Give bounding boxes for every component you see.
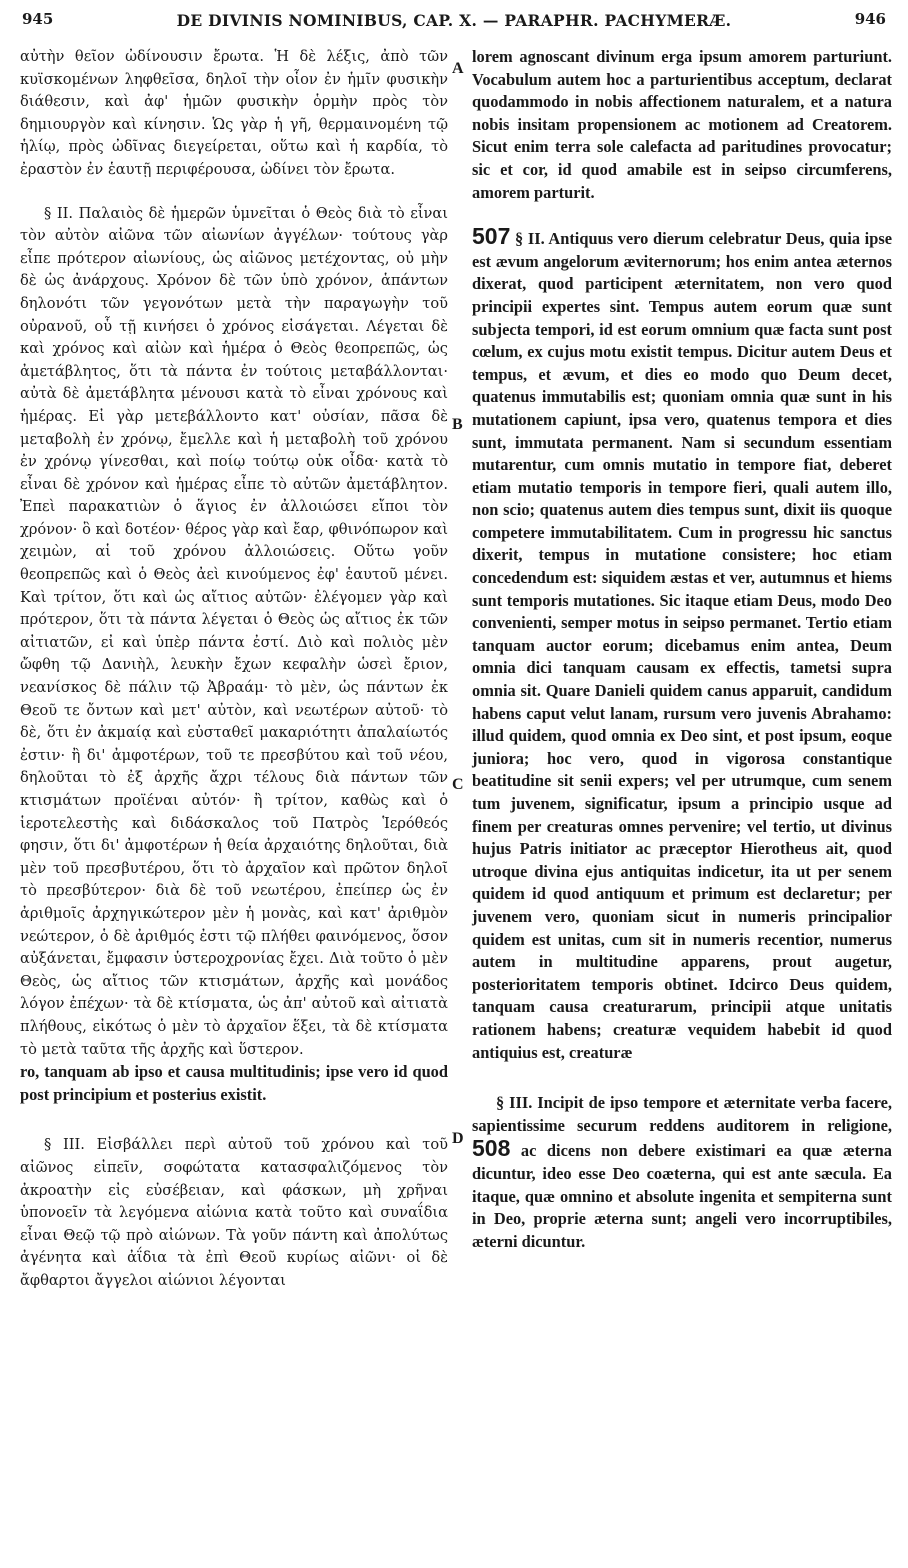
margin-letter-b: B: [452, 416, 463, 433]
greek-column-latin-tail: ro, tanquam ab ipso et causa multitudinis; ipse vero id quod post principium et posterius existit.: [20, 1062, 448, 1104]
latin-section-3-text-b: ac dicens non debere existimari ea quæ æterna dicuntur, ideo esse Deo coæterna, qui est ante sæcula. Ea itaque, quæ omnino et absolute ingenita et sempiterna sunt in Deo, proprie æterna sunt; angeli vero incorruptibiles, æterni dicuntur.: [472, 1141, 892, 1251]
page-number-right: 946: [854, 10, 886, 28]
running-title: DE DIVINIS NOMINIBUS, CAP. X. — PARAPHR. PACHYMERÆ.: [176, 11, 732, 30]
page-number-left: 945: [22, 10, 54, 28]
greek-column: [20, 46, 448, 1292]
margin-letter-c: C: [452, 776, 464, 793]
greek-paragraph-section-3: § III. Εἰσβάλλει περὶ αὐτοῦ τοῦ χρόνου καὶ τοῦ αἰῶνος εἰπεῖν, σοφώτατα κατασφαλιζόμενος τὸν ἀκροατὴν εἰς εὐσέβειαν, καὶ φάσκων, μὴ χρῆναι ὑπονοεῖν τὰ λεγόμενα αἰώνια κατὰ τοῦτο καὶ συναΐδια εἶναι Θεῷ τῷ πρὸ αἰώνων. Τὰ γοῦν πάντη καὶ ἀπολύτως ἀγένητα καὶ ἀΐδια τὰ ἐπὶ Θεοῦ κυρίως αἰῶνι· οἱ δὲ ἄφθαρτοι ἄγγελοι αἰώνιοι λέγονται: [20, 1136, 448, 1289]
latin-paragraph-section-3: [472, 1092, 892, 1253]
page-header: [18, 10, 890, 40]
greek-paragraph-section-2: § II. Παλαιὸς δὲ ἡμερῶν ὑμνεῖται ὁ Θεὸς διὰ τὸ εἶναι τὸν αὐτὸν αἰῶνα τῶν αἰωνίων ἀγγέλων· τούτους γὰρ εἶπε πρότερον αἰωνίους, ὡς αἰῶνος μετέχοντας, οὐ μὴν δὲ ὡς ἀνάρχους. Χρόνον δὲ τῶν ὑπὸ χρόνον, ἁπάντων δηλονότι τῶν γεγονότων μετὰ τὴν παραγωγὴν τοῦ οὐρανοῦ, οὗ τῇ κινήσει ὁ χρόνος εἰσάγεται. Λέγεται δὲ καὶ χρόνος καὶ αἰὼν καὶ ἡμέρα ὁ Θεὸς θεοπρεπῶς, ὡς ἀμετάβλητος, ὅτι τὰ πάντα ἐν τούτοις μεταβάλλονται· αὐτὰ δὲ ἀμετάβλητα μένουσι κατὰ τὸ εἶναι χρόνους καὶ ἡμέρας. Εἰ γὰρ μετεβάλλοντο κατ' οὐσίαν, πᾶσα δὲ μεταβολὴ ἐν χρόνῳ, ἔμελλε καὶ ἡ μεταβολὴ τοῦ χρόνου ἐν χρόνῳ γίνεσθαι, καὶ ποίῳ τούτῳ οὐκ οἶδα· κατὰ τὸ εἶναι δὲ χρόνον καὶ ἡμέρας εἶπε τὸ αὐτῶν ἀμετάβλητον. Ἐπεὶ παρακατιὼν ὁ ἅγιος ἐν ἀλλοιώσει εἴποι τὸν χρόνον· ὃ καὶ δοτέον· θέρος γὰρ καὶ ἔαρ, φθινόπωρον καὶ χειμὼν, αἱ τοῦ χρόνου ἀλλοιώσεις. Οὕτω γοῦν θεοπρεπῶς καὶ ὁ Θεὸς ἀεὶ κινούμενος ἐφ' ἑαυτοῦ μένει. Καὶ τρίτον, ὅτι καὶ ὡς αἴτιος αὐτῶν· ἐλέγομεν γὰρ καὶ πρότερον, ὅτι τὰ πάντα λέγεται ὁ Θεὸς ὡς αἴτιος ἐκ τῶν αἰτιατῶν, εἰ καὶ ὑπὲρ πάντα ἐστί. Διὸ καὶ πολιὸς μὲν ὤφθη τῷ Δανιὴλ, λευκὴν ἔχων κεφαλὴν ὡσεὶ ἔριον, νεανίσκος δὲ πάλιν τῷ Ἀβραάμ· τὸ μὲν, ὡς πάντων ἐκ Θεοῦ τε ὄντων καὶ μετ' αὐτὸν, καὶ νεωτέρων αὐτοῦ· τὸ δὲ, ὅτι ἐν ἀκμαίᾳ καὶ εὐσταθεῖ μακαριότητι ἀπαλαίωτός ἐστιν· ἢ δι' ἀμφοτέρων, τοῦ τε πρεσβύτου καὶ τοῦ νέου, δηλοῦται τὸ ἐξ ἀρχῆς ἄχρι τέλους διὰ πάντων τῶν κτισμάτων προϊέναι αὐτόν· ἢ τρίτον, καθὼς καὶ ὁ ἱεροτελεστὴς καὶ διδάσκαλος τοῦ Πατρὸς Ἱερόθεός φησιν, ὅτι δι' ἀμφοτέρων ἡ θεία ἀρχαιότης δηλοῦται, διὰ μὲν τοῦ πρεσβυτέρου, ὅτι τὸ ἀρχαῖον καὶ πρῶτον δηλοῖ τὸ πρεσβύτερον· διὰ δὲ τοῦ νεωτέρου, ἐπείπερ ὡς ἐν ἀριθμοῖς ἀρχηγικώτερον μὲν ἡ μονὰς, καὶ κατ' ἀριθμὸν νεώτερον, ὁ δὲ ἀριθμός ἐστι τῷ πλήθει φαινόμενος, ὅσον αὐξάνεται, ἔμφασιν ὑστεροχρονίας ἔχει. Διὰ τοῦτο ὁ μὲν Θεὸς, ὡς αἴτιος τῶν κτισμάτων, ἀρχῆς καὶ μονάδος λόγον ἐπέχων· τὰ δὲ κτίσματα, ὡς ἀπ' αὐτοῦ καὶ αἰτιατὰ πλήθους, εἰκότως ὁ μὲν τὸ ἀρχαῖον ἕξει, τὰ δὲ κτίσματα τὸ μετὰ ταῦτα τῆς ἀρχῆς καὶ ὕστερον.: [20, 204, 448, 1058]
greek-paragraph-1: αὐτὴν θεῖον ὠδίνουσιν ἔρωτα. Ἡ δὲ λέξις, ἀπὸ τῶν κυϊσκομένων ληφθεῖσα, δηλοῖ τὴν οἷον ἐν ἡμῖν φυσικὴν διάθεσιν, καὶ ἀφ' ἡμῶν φυσικὴν ὁρμὴν πρὸς τὸν δημιουργὸν καὶ κίνησιν. Ὡς γὰρ ἡ γῆ, θερμαινομένη τῷ ἡλίῳ, πρὸς ὠδῖνας διεγείρεται, οὕτω καὶ ἡ καρδία, τὸ ἐραστὸν ἐν ἑαυτῇ περιφέρουσα, ὠδίνει τὸν ἔρωτα.: [20, 48, 448, 178]
latin-section-3-text-a: § III. Incipit de ipso tempore et æternitate verba facere, sapientissime securum reddens auditorem in religione,: [472, 1093, 892, 1135]
margin-letter-d: D: [452, 1130, 464, 1147]
column-number-508: 508: [472, 1135, 511, 1162]
latin-column: [472, 46, 892, 1253]
latin-section-2-text: § II. Antiquus vero dierum celebratur Deus, quia ipse est ævum angelorum æviternorum; hos enim antea æternos dixerat, quod participent æternitatem, non vero quod principii expertes sint. Tempus autem eorum quæ sunt subjecta tempori, id est eorum omnium quæ facta sunt post cœlum, ex cujus motu existit tempus. Dicitur autem Deus et tempus, et ævum, et dies eo modo quo Deum decet, quatenus immutabilis est; quoniam omnia quæ sunt in his mutationem capiunt, ipsa vero, quatenus tempora et dies sunt, immutata permanent. Nam si secundum essentiam mutarentur, cum omnis mutatio in tempore fiat, deberet etiam mutatio temporis in tempore fieri, quali autem illo, non scio; quatenus autem dies tempus sunt, dixit iis quoque competere immutabilitatem. Cum in progressu hic sanctus dixerit, tempus in mutatione consistere; hoc etiam concedendum est: siquidem æstas et ver, autumnus et hiems sunt temporis mutationes. Sic itaque etiam Deus, modo Deo convenienti, semper motus in seipso permanet. Tertio etiam tanquam auctor eorum; dicebamus enim antea, Deum omnia dici tanquam causam ex effectis, tametsi supra omnia sit. Quare Danieli quidem canus apparuit, candidum habens caput velut lanam, rursum vero juvenis Abrahamo: illud quidem, quod omnia ex Deo sint, et post ipsum, eoque juniora; hoc vero, quod in vigorosa constantique beatitudine sit senii expers; vel per utrumque, cum senem tum juvenem, significatur, ipsum a principio usque ad finem per creaturas omnes pervenire; vel tertio, ut divinus hujus Patris initiator ac præceptor Hierotheus ait, quod utroque divina ejus antiquitas indicetur, ita ut per senem quidem id quod antiquum et primum est declaretur; per juvenem vero, quoniam sicut in numeris principalior quidem est unitas, cum sit in numeris recentior, numerus autem in multitudine apparens, prout augetur, posterioritatem temporis obtinet. Idcirco Deus quidem, tanquam causa creaturarum, principii atque unitatis rationem habens; creaturæ vequidem habebit id quod antiquius est, creaturæ: [472, 229, 892, 1062]
column-number-507: 507: [472, 223, 511, 250]
margin-letter-a: A: [452, 60, 464, 77]
latin-paragraph-1: lorem agnoscant divinum erga ipsum amorem parturiunt. Vocabulum autem hoc a parturientibus acceptum, declarat quodammodo in nobis affectionem naturalem, et a natura nobis insitam propensionem ac motionem ad Creatorem. Sicut enim terra sole calefacta ad paritudines provocatur; sic et cor, id quod amabile est in seipso circumferens, amorem parturit.: [472, 47, 892, 202]
latin-paragraph-section-2: [472, 225, 892, 1064]
